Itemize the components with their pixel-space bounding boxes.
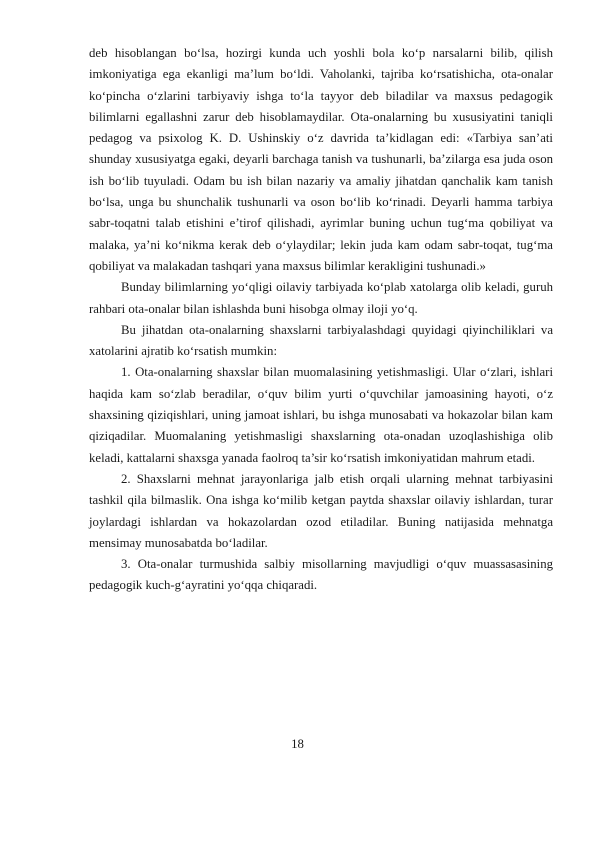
paragraph-difficulties-intro: Bu jihatdan ota-onalarning shaxslarni tarbiyalashdagi quyidagi qiyinchiliklari va xatolarini ajratib ko‘rsatish mumkin: bbox=[89, 322, 553, 359]
list-item-3: 3. Ota-onalar turmushida salbiy misollarning mavjudligi o‘quv muassasasining pedagogik kuch-g‘ayratini yo‘qqa chiqaradi. bbox=[89, 557, 553, 593]
paragraph-knowledge-lack: Bunday bilimlarning yo‘qligi oilaviy tarbiyada ko‘plab xatolarga olib keladi, guruh rahbari ota-onalar bilan ishlashda buni hisobga olmay iloji yo‘q. bbox=[89, 280, 553, 316]
list-item-2: 2. Shaxslarni mehnat jarayonlariga jalb etish orqali ularning mehnat tarbiyasini tashkil qila bilmaslik. Ona ishga ko‘milib ketgan paytda shaxslar oilaviy ishlardan, turar joylardagi ishlardan va hokazolardan ozod etiladilar. Buning natijasida mehnatga mensimay munosabatda bo‘ladilar. bbox=[89, 471, 553, 550]
paragraph-continuation: deb hisoblangan bo‘lsa, hozirgi kunda uch yoshli bola ko‘p narsalarni bilib, qilish imkoniyatiga ega ekanligi ma’lum bo‘ldi. Vaholanki, tajriba ko‘rsatishicha, ota-onalar ko‘pincha o‘zlarini tarbiyaviy ishga to‘la tayyor deb biladilar va maxsus pedagogik bilimlarni egallashni zarur deb hisoblamaydilar. Ota-onalarning bu xususiyatini taniqli pedagog va psixolog K. D. Ushinskiy o‘z davrida ta’kidlagan edi: «Tarbiya san’ati shunday xususiyatga egaki, deyarli barchaga tanish va tushunarli, ba’zilarga esa juda oson ish bo‘lib tuyuladi. Odam bu ish bilan nazariy va amaliy jihatdan qanchalik kam tanish bo‘lsa, unga bu shunchalik tushunarli va oson bo‘lib ko‘rinadi. Deyarli hamma tarbiya sabr-toqatni talab etishini e’tirof qilishadi, ayrimlar buning uchun tug‘ma qobiliyat va malaka, ya’ni ko‘nikma kerak deb o‘ylaydilar; lekin juda kam odam sabr-toqat, tug‘ma qobiliyat va malakadan tashqari yana maxsus bilimlar kerakligini tushunadi.» bbox=[89, 46, 553, 273]
document-body bbox=[89, 43, 553, 597]
list-item-1: 1. Ota-onalarning shaxslar bilan muomalasining yetishmasligi. Ular o‘zlari, ishlari haqida kam so‘zlab beradilar, o‘quv bilim yurti o‘quvchilar jamoasining hayoti, o‘z shaxsining qiziqishlari, uning jamoat ishlari, bu ishga munosabati va hokazolar bilan kam qiziqadilar. Muomalaning yetishmasligi shaxslarning ota-onadan uzoqlashishiga olib keladi, kattalarni shaxsga yanada faolroq ta’sir ko‘rsatish imkoniyatidan mahrum etadi. bbox=[89, 365, 553, 465]
page-number: 18 bbox=[291, 737, 304, 751]
